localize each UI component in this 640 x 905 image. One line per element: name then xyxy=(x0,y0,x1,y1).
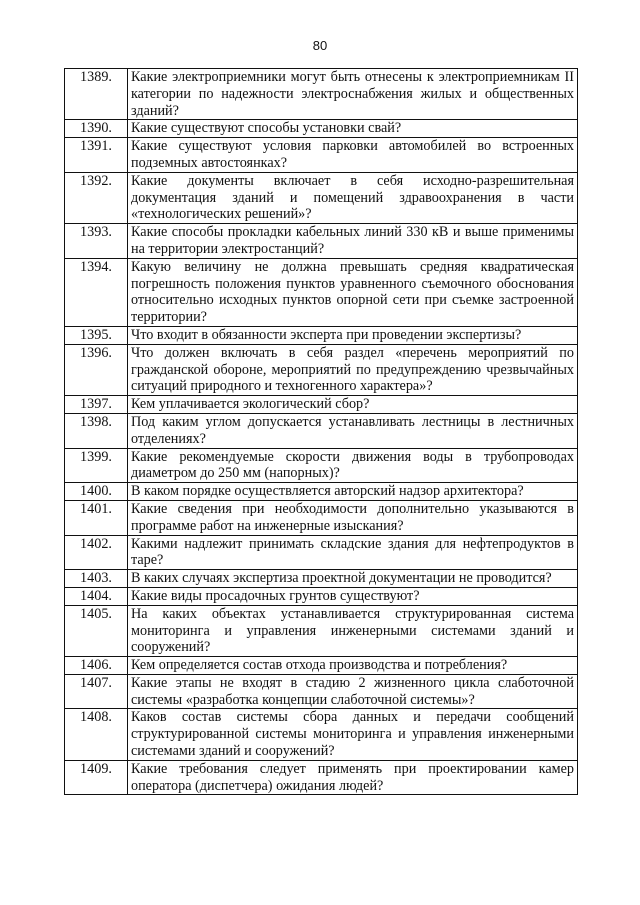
table-row xyxy=(65,760,578,795)
question-text: Какие рекомендуемые скорости движения воды в трубопроводах диаметром до 250 мм (напорных)? xyxy=(128,448,578,483)
question-text: Что должен включать в себя раздел «перечень мероприятий по гражданской обороне, мероприятий по предупреждению чрезвычайных ситуаций природного и техногенного характера»? xyxy=(128,344,578,395)
table-row xyxy=(65,500,578,535)
table-row xyxy=(65,535,578,570)
question-number: 1401. xyxy=(65,500,128,535)
question-text: Что входит в обязанности эксперта при проведении экспертизы? xyxy=(128,326,578,344)
table-row xyxy=(65,258,578,326)
question-number: 1403. xyxy=(65,570,128,588)
table-row xyxy=(65,120,578,138)
question-number: 1397. xyxy=(65,396,128,414)
table-row xyxy=(65,69,578,120)
question-number: 1395. xyxy=(65,326,128,344)
table-row xyxy=(65,344,578,395)
question-text: Под каким углом допускается устанавливать лестницы в лестничных отделениях? xyxy=(128,413,578,448)
question-number: 1409. xyxy=(65,760,128,795)
question-text: Какие сведения при необходимости дополнительно указываются в программе работ на инженерные изыскания? xyxy=(128,500,578,535)
question-text: Какие документы включает в себя исходно-разрешительная документация зданий и помещений здравоохранения в части «технологических решений»? xyxy=(128,172,578,223)
table-row xyxy=(65,483,578,501)
question-number: 1407. xyxy=(65,674,128,709)
question-text: Какие требования следует применять при проектировании камер оператора (диспетчера) ожидания людей? xyxy=(128,760,578,795)
question-text: Какие способы прокладки кабельных линий 330 кВ и выше применимы на территории электростанций? xyxy=(128,224,578,259)
question-number: 1402. xyxy=(65,535,128,570)
table-row xyxy=(65,674,578,709)
table-row xyxy=(65,448,578,483)
table-row xyxy=(65,326,578,344)
table-row xyxy=(65,570,578,588)
question-number: 1405. xyxy=(65,605,128,656)
page-number: 80 xyxy=(312,38,328,53)
question-text: Какими надлежит принимать складские здания для нефтепродуктов в таре? xyxy=(128,535,578,570)
table-row xyxy=(65,172,578,223)
question-number: 1389. xyxy=(65,69,128,120)
question-number: 1392. xyxy=(65,172,128,223)
table-row xyxy=(65,396,578,414)
question-number: 1391. xyxy=(65,138,128,173)
question-text: Какую величину не должна превышать средняя квадратическая погрешность положения пунктов уравненного съемочного обоснования относительно исходных пунктов опорной сети при съемке застроенной территории? xyxy=(128,258,578,326)
question-text: Кем определяется состав отхода производства и потребления? xyxy=(128,657,578,675)
table-row xyxy=(65,138,578,173)
table-row xyxy=(65,709,578,760)
question-text: Какие виды просадочных грунтов существуют? xyxy=(128,587,578,605)
question-number: 1393. xyxy=(65,224,128,259)
question-number: 1400. xyxy=(65,483,128,501)
question-text: Каков состав системы сбора данных и передачи сообщений структурированной системы мониторинга и управления инженерными системами зданий и сооружений? xyxy=(128,709,578,760)
question-text: Какие существуют способы установки свай? xyxy=(128,120,578,138)
question-number: 1398. xyxy=(65,413,128,448)
question-text: Кем уплачивается экологический сбор? xyxy=(128,396,578,414)
question-number: 1390. xyxy=(65,120,128,138)
question-number: 1404. xyxy=(65,587,128,605)
question-number: 1406. xyxy=(65,657,128,675)
question-text: В каких случаях экспертиза проектной документации не проводится? xyxy=(128,570,578,588)
question-number: 1399. xyxy=(65,448,128,483)
table-row xyxy=(65,605,578,656)
question-text: На каких объектах устанавливается структурированная система мониторинга и управления инженерными системами зданий и сооружений? xyxy=(128,605,578,656)
question-number: 1396. xyxy=(65,344,128,395)
questions-table xyxy=(64,68,578,795)
table-row xyxy=(65,413,578,448)
table-row xyxy=(65,224,578,259)
table-row xyxy=(65,587,578,605)
question-text: В каком порядке осуществляется авторский надзор архитектора? xyxy=(128,483,578,501)
question-number: 1394. xyxy=(65,258,128,326)
question-number: 1408. xyxy=(65,709,128,760)
table-row xyxy=(65,657,578,675)
question-text: Какие этапы не входят в стадию 2 жизненного цикла слаботочной системы «разработка концепции слаботочной системы»? xyxy=(128,674,578,709)
question-text: Какие существуют условия парковки автомобилей во встроенных подземных автостоянках? xyxy=(128,138,578,173)
question-text: Какие электроприемники могут быть отнесены к электроприемникам II категории по надежности электроснабжения жилых и общественных зданий? xyxy=(128,69,578,120)
